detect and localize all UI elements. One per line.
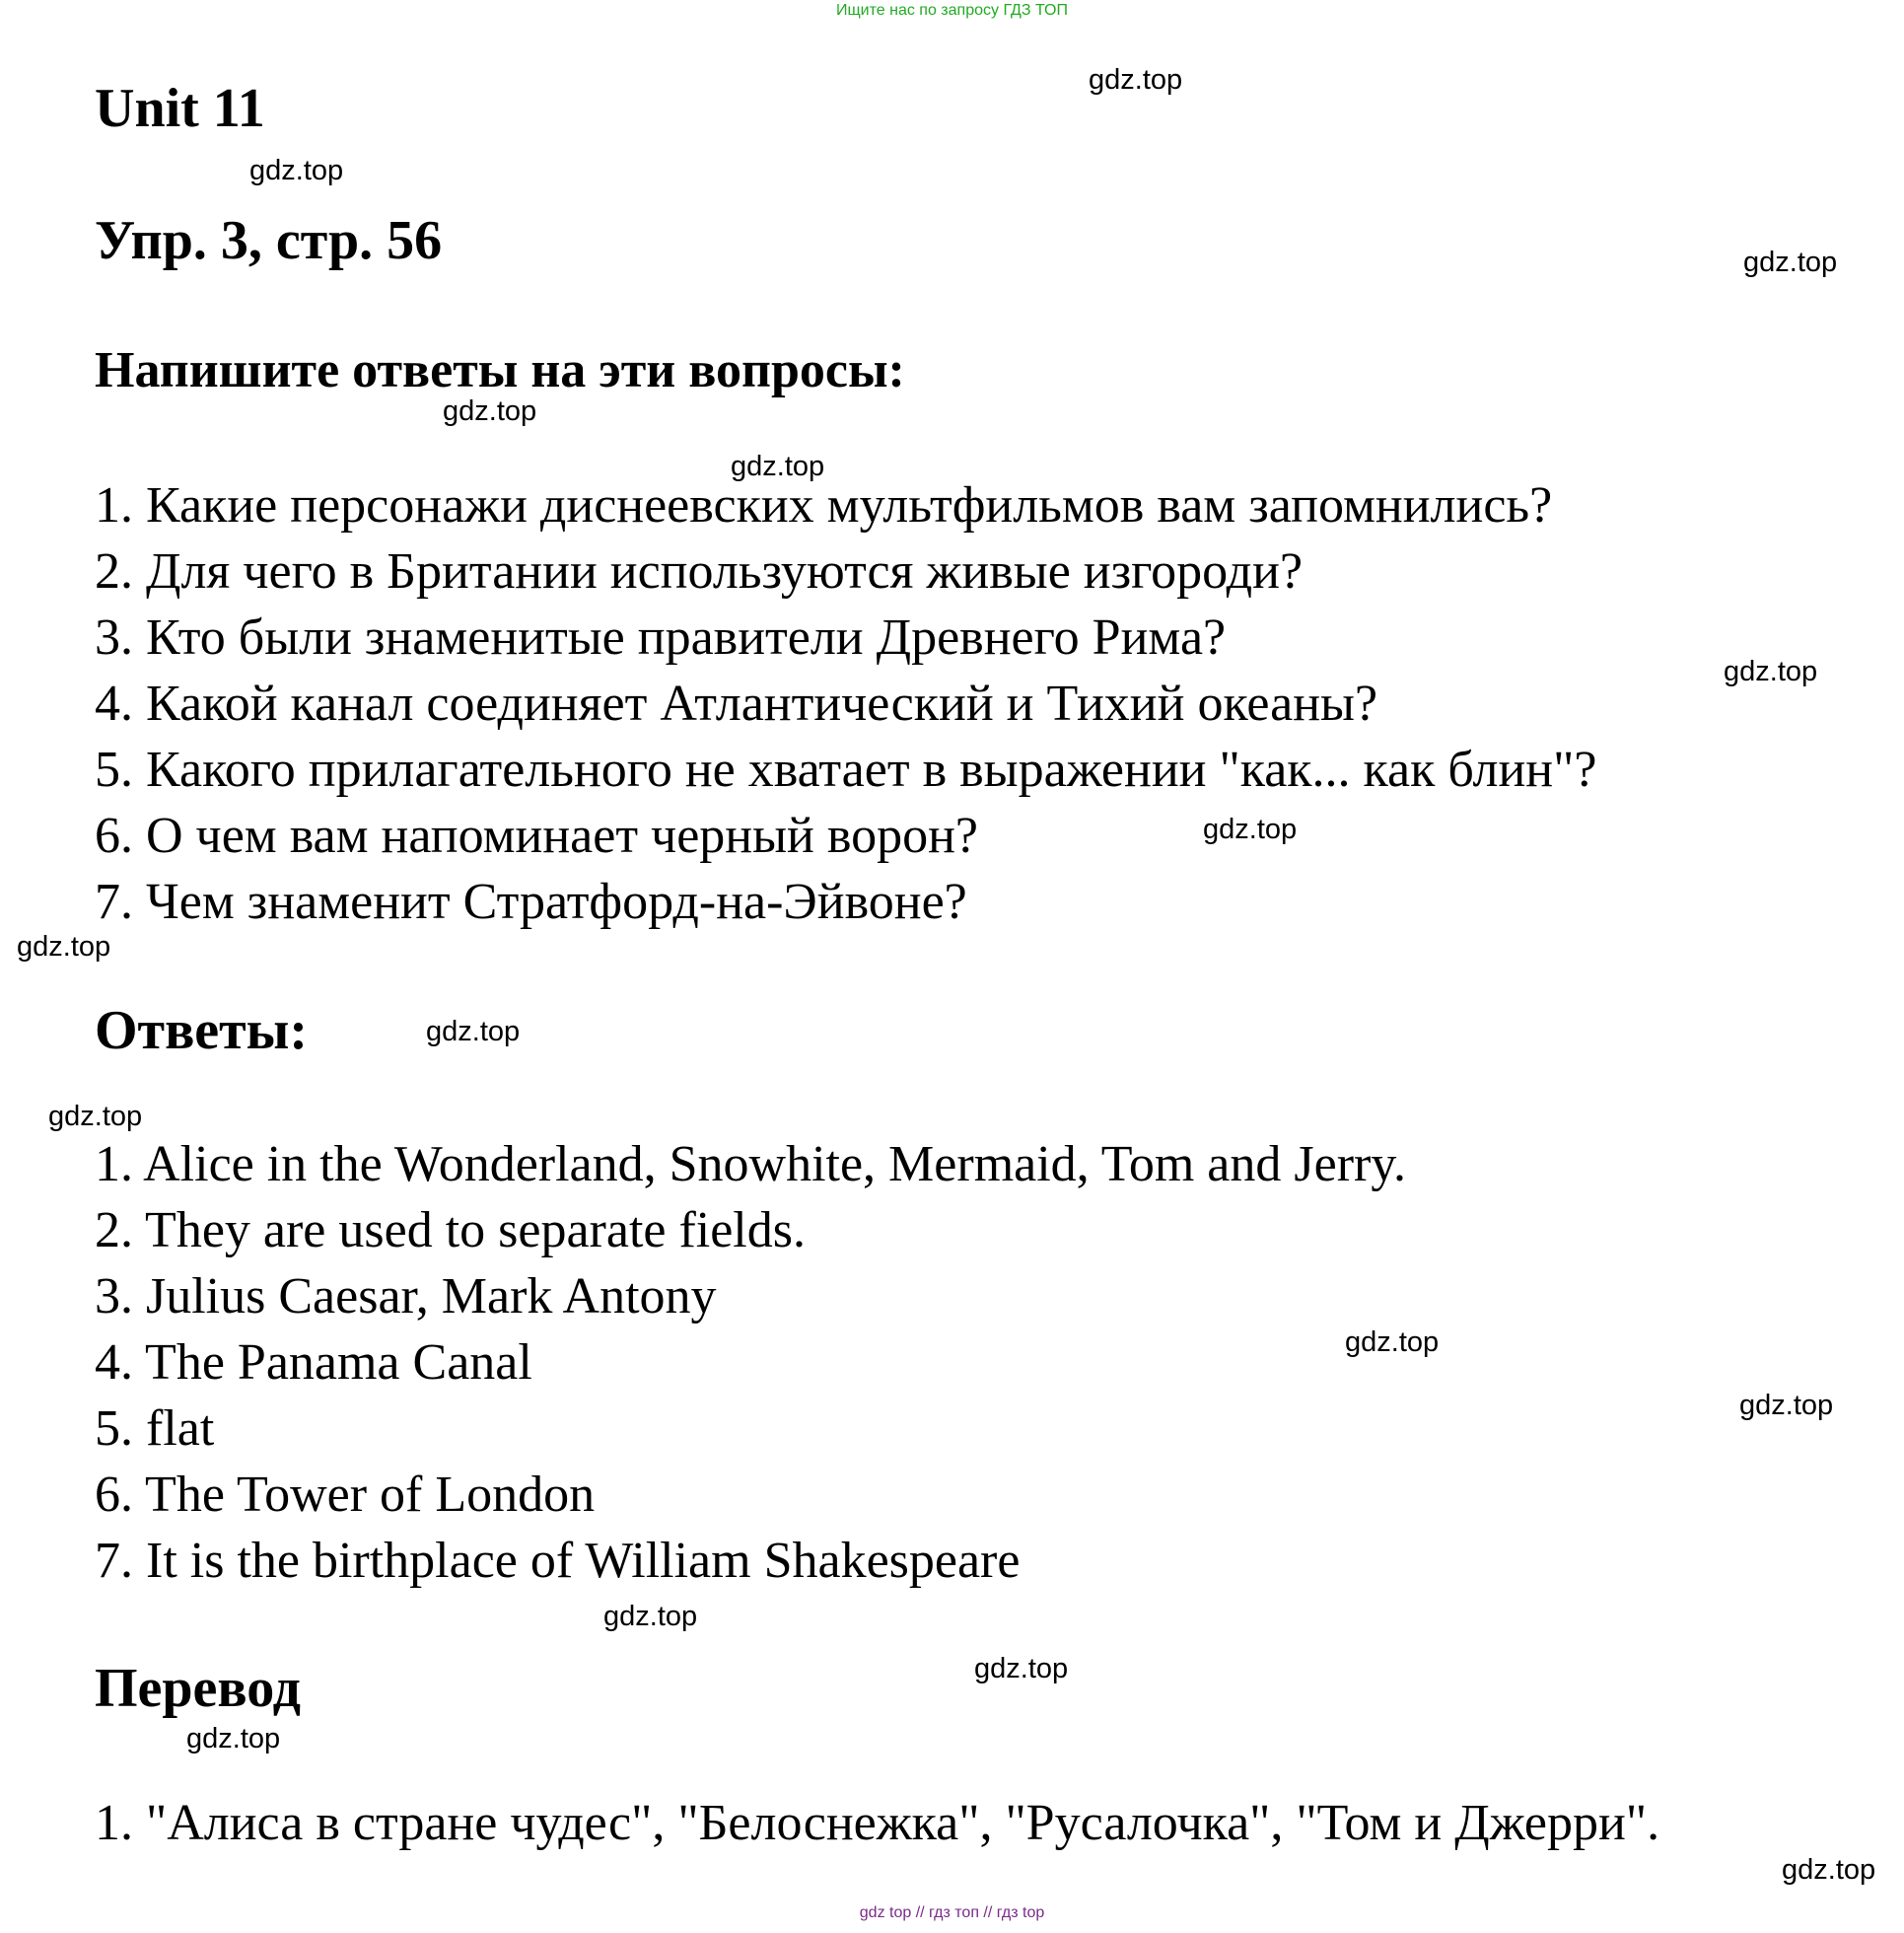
answer-item: 5. flat — [95, 1400, 215, 1457]
question-item: 1. Какие персонажи диснеевских мультфильмов вам запомнились? — [95, 477, 1553, 534]
watermark: gdz.top — [1345, 1326, 1440, 1358]
bottom-banner: gdz top // гдз топ // гдз top — [859, 1904, 1045, 1921]
watermark: gdz.top — [603, 1601, 698, 1632]
answer-item: 4. The Panama Canal — [95, 1334, 532, 1391]
task-title: Напишите ответы на эти вопросы: — [95, 342, 905, 398]
question-item: 6. О чем вам напоминает черный ворон? — [95, 808, 978, 864]
watermark: gdz.top — [1743, 247, 1838, 278]
answer-item: 3. Julius Caesar, Mark Antony — [95, 1268, 717, 1324]
answer-item: 7. It is the birthplace of William Shakespeare — [95, 1533, 1021, 1589]
translations-list — [95, 1790, 1659, 1856]
answer-item: 2. They are used to separate fields. — [95, 1202, 806, 1258]
unit-title: Unit 11 — [95, 78, 265, 139]
question-item: 5. Какого прилагательного не хватает в выражении "как... как блин"? — [95, 742, 1597, 798]
question-item: 4. Какой канал соединяет Атлантический и Тихий океаны? — [95, 676, 1378, 732]
translation-title: Перевод — [95, 1658, 301, 1719]
exercise-title: Упр. 3, стр. 56 — [95, 210, 443, 271]
question-item: 7. Чем знаменит Стратфорд-на-Эйвоне? — [95, 874, 967, 930]
top-banner: Ищите нас по запросу ГДЗ ТОП — [836, 2, 1068, 19]
watermark: gdz.top — [426, 1016, 521, 1047]
question-item: 2. Для чего в Британии используются живые изгороди? — [95, 543, 1304, 600]
watermark: gdz.top — [186, 1723, 281, 1754]
watermark: gdz.top — [1739, 1390, 1834, 1421]
answer-item: 1. Alice in the Wonderland, Snowhite, Mermaid, Tom and Jerry. — [95, 1136, 1406, 1192]
translation-item: 1. "Алиса в стране чудес", "Белоснежка", "Русалочка", "Том и Джерри". — [95, 1795, 1660, 1851]
answer-item: 6. The Tower of London — [95, 1467, 596, 1523]
watermark: gdz.top — [731, 451, 825, 482]
questions-list — [95, 472, 1596, 935]
answers-title: Ответы: — [95, 1000, 309, 1061]
watermark: gdz.top — [48, 1101, 143, 1132]
answers-list — [95, 1131, 1406, 1594]
watermark: gdz.top — [1782, 1854, 1876, 1886]
question-item: 3. Кто были знаменитые правители Древнего Рима? — [95, 609, 1227, 666]
watermark: gdz.top — [1089, 64, 1183, 96]
watermark: gdz.top — [1724, 656, 1818, 687]
watermark: gdz.top — [1203, 814, 1298, 845]
watermark: gdz.top — [17, 931, 111, 963]
watermark: gdz.top — [443, 395, 537, 427]
watermark: gdz.top — [249, 155, 344, 186]
watermark: gdz.top — [974, 1653, 1069, 1684]
